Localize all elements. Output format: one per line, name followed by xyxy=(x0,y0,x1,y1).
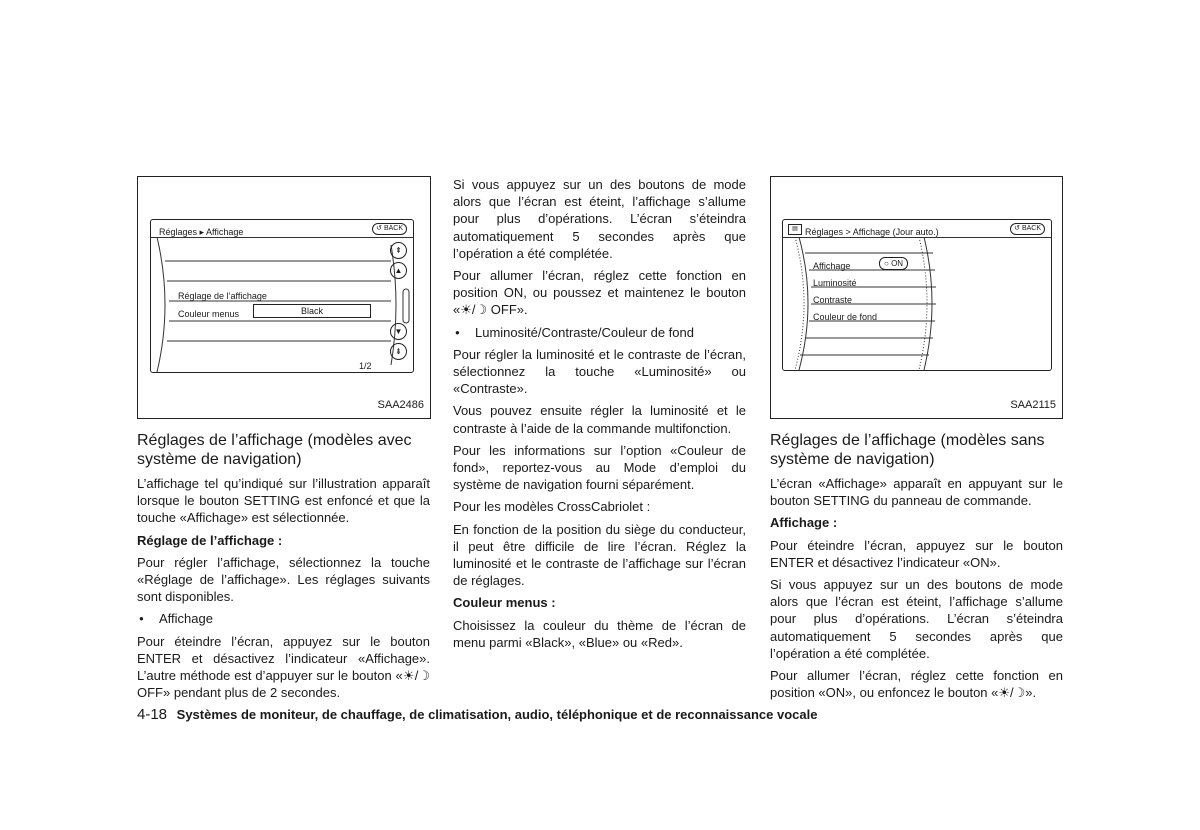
paragraph: Choisissez la couleur du thème de l’écran de menu parmi «Black», «Blue» ou «Red». xyxy=(453,617,746,650)
paragraph: Pour régler la luminosité et le contraste de l’écran, sélectionnez la touche «Luminosité» ou «Contraste». xyxy=(453,346,746,397)
bullet-item: ● Luminosité/Contraste/Couleur de fond xyxy=(453,324,746,341)
subheading: Couleur menus : xyxy=(453,595,556,611)
paragraph: En fonction de la position du siège du conducteur, il peut être difficile de lire l’écran. Réglez la luminosité et le contraste de l’affichage sur l’écran de réglages. xyxy=(453,521,746,589)
paragraph: Pour allumer l’écran, réglez cette fonction en position ON, ou poussez et maintenez le bouton «☀/☽ OFF». xyxy=(453,268,746,318)
section-heading: Réglages de l’affichage (modèles avec système de navigation) xyxy=(137,432,412,468)
chapter-title: Systèmes de moniteur, de chauffage, de climatisation, audio, téléphonique et de reconnaissance vocale xyxy=(176,707,818,722)
page-number: 4-18 xyxy=(137,706,168,723)
column-right xyxy=(770,176,1063,706)
scroll-top-icon: ⇞ xyxy=(390,242,407,259)
back-button: ↺ BACK xyxy=(1010,223,1045,235)
screen-title: Réglages ▸ Affichage xyxy=(159,227,244,237)
figure-display-settings-nav xyxy=(137,176,431,419)
column-middle xyxy=(453,176,746,656)
subheading: Affichage : xyxy=(770,515,838,531)
menu-item-affichage: Affichage xyxy=(813,261,851,271)
menu-item-luminosite: Luminosité xyxy=(813,278,857,288)
scroll-up-icon: ▲ xyxy=(390,262,407,279)
toggle-indicator: ○ ON xyxy=(879,257,908,270)
bullet-item: ● Affichage xyxy=(137,610,430,627)
menu-item-contraste: Contraste xyxy=(813,295,853,305)
back-button: ↺ BACK xyxy=(372,223,407,235)
section-heading: Réglages de l’affichage (modèles sans système de navigation) xyxy=(770,432,1045,468)
paragraph: Vous pouvez ensuite régler la luminosité et le contraste à l’aide de la commande multifonction. xyxy=(453,403,746,436)
screen-title: Réglages > Affichage (Jour auto.) xyxy=(805,227,939,237)
paragraph: Pour régler l’affichage, sélectionnez la touche «Réglage de l’affichage». Les réglages suivants sont disponibles. xyxy=(137,554,430,605)
column-left xyxy=(137,176,430,706)
paragraph: Si vous appuyez sur un des boutons de mode alors que l’écran est éteint, l’affichage s’allume pour plus d’opérations. L’écran s’éteindra automatiquement 5 secondes après que l’opération a été complétée. xyxy=(770,577,1063,661)
scroll-down-icon: ▼ xyxy=(390,323,407,340)
figure-display-settings-no-nav xyxy=(770,176,1063,419)
menu-row-menu-color-label: Couleur menus xyxy=(178,309,240,319)
screen-display-settings-auto xyxy=(782,219,1052,371)
settings-icon: ▤ xyxy=(788,224,802,235)
figure-code: SAA2486 xyxy=(377,398,424,411)
paragraph: L’affichage tel qu’indiqué sur l’illustration apparaît lorsque le bouton SETTING est enfoncé et que la touche «Affichage» est sélectionnée. xyxy=(137,476,430,526)
figure-code: SAA2115 xyxy=(1010,398,1056,411)
page-footer xyxy=(137,706,1063,723)
paragraph: Pour éteindre l’écran, appuyez sur le bouton ENTER et désactivez l’indicateur «Affichage». L’autre méthode est d’appuyer sur le bouton «☀/☽ OFF» pendant plus de 2 secondes. xyxy=(137,633,430,701)
menu-row-menu-color-value: Black xyxy=(253,304,371,318)
paragraph: Pour les informations sur l’option «Couleur de fond», reportez-vous au Mode d’emploi du système de navigation fourni séparément. xyxy=(453,442,746,493)
subheading: Réglage de l’affichage : xyxy=(137,532,283,548)
paragraph: L’écran «Affichage» apparaît en appuyant sur le bouton SETTING du panneau de commande. xyxy=(770,476,1063,509)
menu-row-display-adjust: Réglage de l’affichage xyxy=(178,291,267,301)
screen-display-settings xyxy=(150,219,414,373)
scroll-bottom-icon: ⇟ xyxy=(390,343,407,360)
menu-item-couleur-fond: Couleur de fond xyxy=(813,312,878,322)
paragraph: Si vous appuyez sur un des boutons de mode alors que l’écran est éteint, l’affichage s’allume pour plus d’opérations. L’écran s’éteindra automatiquement 5 secondes après que l’opération a été complétée. xyxy=(453,177,746,261)
paragraph: Pour éteindre l’écran, appuyez sur le bouton ENTER et désactivez l’indicateur «ON». xyxy=(770,537,1063,570)
paragraph: Pour allumer l’écran, réglez cette fonction en position «ON», ou enfoncez le bouton «☀/☽». xyxy=(770,668,1063,701)
paragraph: Pour les modèles CrossCabriolet : xyxy=(453,499,651,515)
page-indicator: 1/2 xyxy=(359,361,372,371)
